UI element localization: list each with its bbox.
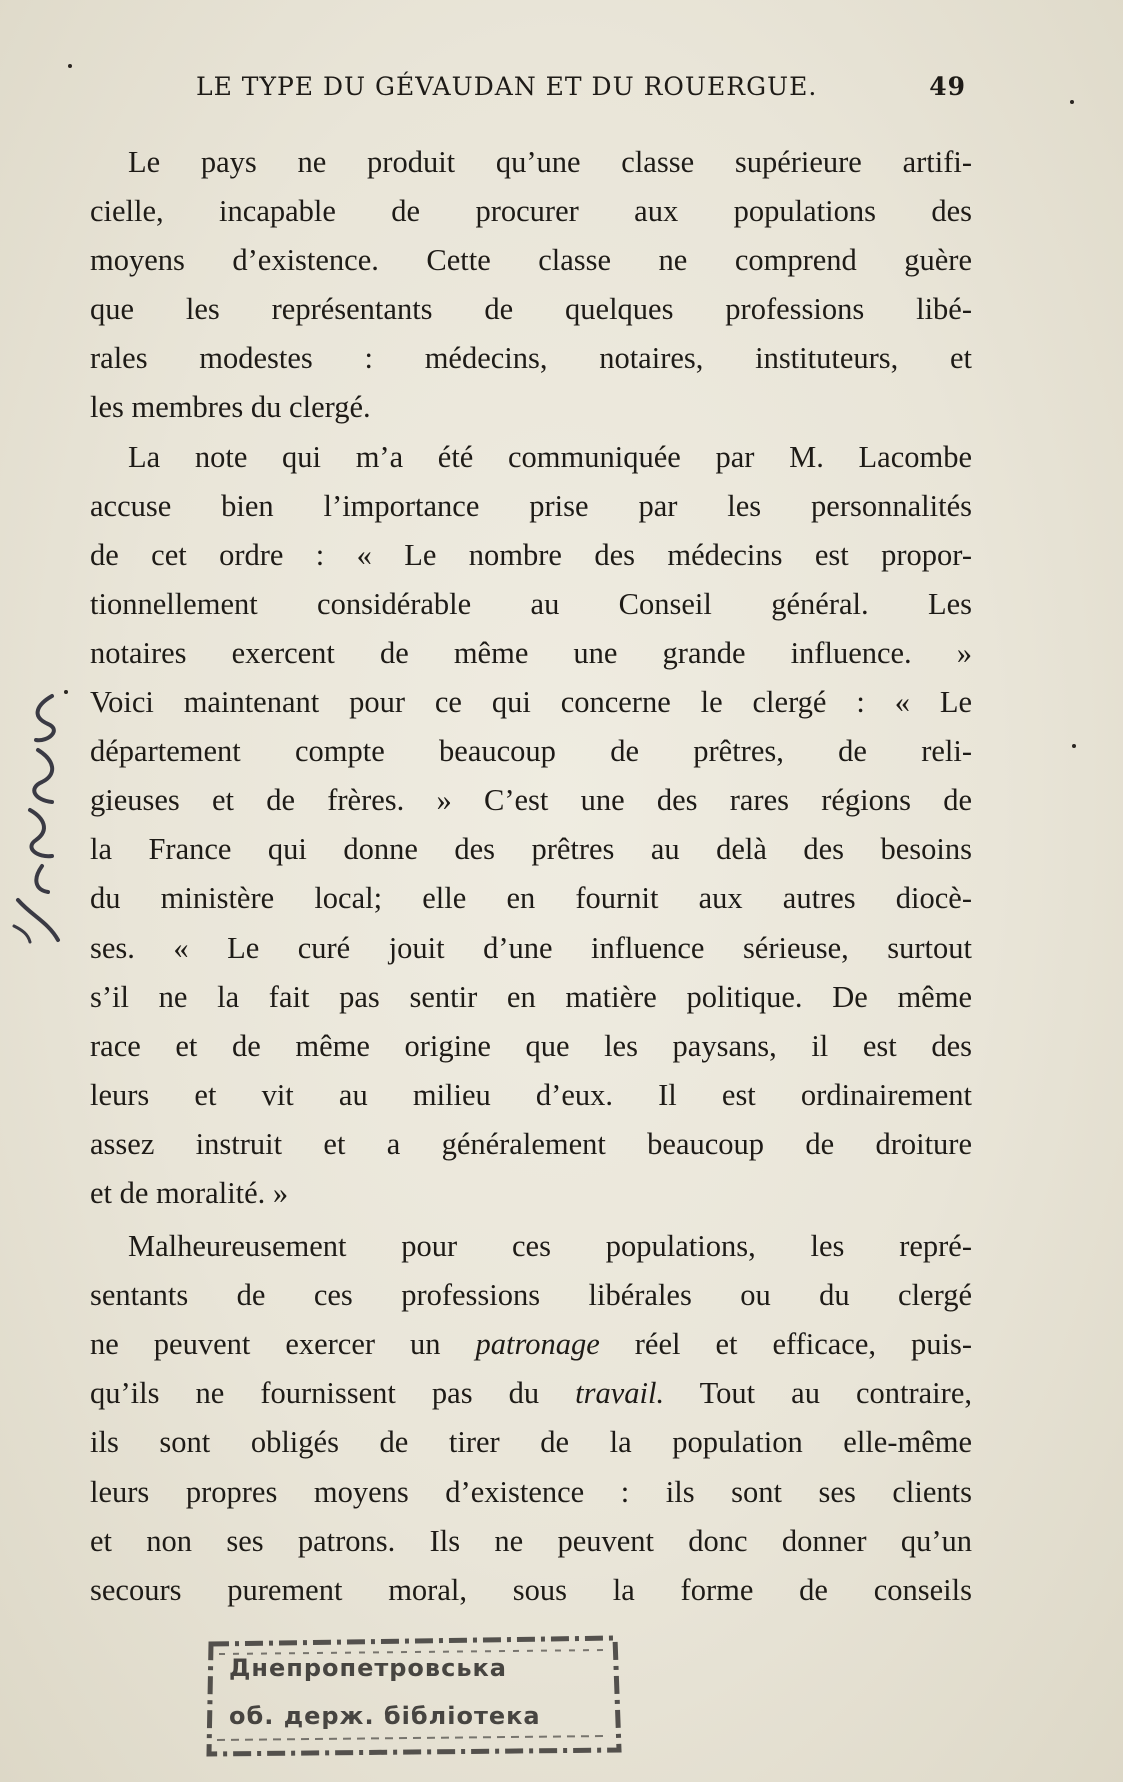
page-number: 49 [929,72,966,101]
text-line: moyens d’existence. Cette classe ne comprend guère [90,243,972,278]
text-line: ses. « Le curé jouit d’une influence sérieuse, surtout [90,930,972,965]
ink-speck [1070,100,1074,104]
text-line: secours purement moral, sous la forme de conseils [90,1572,972,1607]
stamp-line-1: Днепропетровська [229,1654,507,1682]
ink-speck [1072,744,1076,748]
text-run: réel et efficace, puis- [599,1327,972,1362]
ink-speck [68,64,72,68]
text-line: La note qui m’a été communiquée par M. Lacombe [128,439,972,474]
handwritten-margin-mark [8,690,68,950]
ink-speck [64,690,68,694]
text-run: Tout au contraire, [664,1376,972,1411]
italic-word: patronage [475,1327,600,1362]
text-line-with-italic [90,1320,972,1369]
text-line: leurs et vit au milieu d’eux. Il est ordinairement [90,1077,972,1112]
text-line: Malheureusement pour ces populations, les repré- [128,1229,972,1264]
text-line: les membres du clergé. [90,390,371,425]
text-line: et non ses patrons. Ils ne peuvent donc donner qu’un [90,1523,972,1558]
text-line: que les représentants de quelques professions libé- [90,292,972,327]
text-line: du ministère local; elle en fournit aux autres diocè- [90,881,972,916]
text-run: qu’ils ne fournissent pas du [90,1376,576,1411]
text-line: notaires exercent de même une grande influence. » [90,635,972,670]
text-line: gieuses et de frères. » C’est une des rares régions de [90,783,972,818]
text-line: assez instruit et a généralement beaucoup de droiture [90,1126,972,1161]
stamp-frame [205,1632,625,1757]
text-line: la France qui donne des prêtres au delà des besoins [90,832,972,867]
library-stamp [205,1632,625,1757]
text-line: de cet ordre : « Le nombre des médecins est propor- [90,537,972,572]
text-line: tionnellement considérable au Conseil général. Les [90,586,972,621]
text-line: cielle, incapable de procurer aux populations des [90,194,972,229]
text-line: leurs propres moyens d’existence : ils sont ses clients [90,1474,972,1509]
text-line: Le pays ne produit qu’une classe supérieure artifi- [128,145,972,179]
body-text [90,138,972,1615]
text-line: département compte beaucoup de prêtres, de reli- [90,734,972,769]
text-line: s’il ne la fait pas sentir en matière politique. De même [90,979,972,1014]
text-line: et de moralité. » [90,1175,289,1210]
text-line: ils sont obligés de tirer de la population elle-même [90,1425,972,1460]
text-run: ne peuvent exercer un [90,1327,476,1362]
stamp-line-2: об. держ. бібліотека [229,1702,541,1730]
text-line: race et de même origine que les paysans, il est des [90,1028,972,1063]
text-line: sentants de ces professions libérales ou du clergé [90,1278,972,1313]
text-line: accuse bien l’importance prise par les personnalités [90,488,972,523]
running-head-title: LE TYPE DU GÉVAUDAN ET DU ROUERGUE. [196,72,818,101]
text-line: rales modestes : médecins, notaires, instituteurs, et [90,341,972,376]
text-line-with-italic [90,1369,972,1418]
text-line: Voici maintenant pour ce qui concerne le clergé : « Le [90,685,972,720]
italic-word: travail. [575,1376,665,1411]
